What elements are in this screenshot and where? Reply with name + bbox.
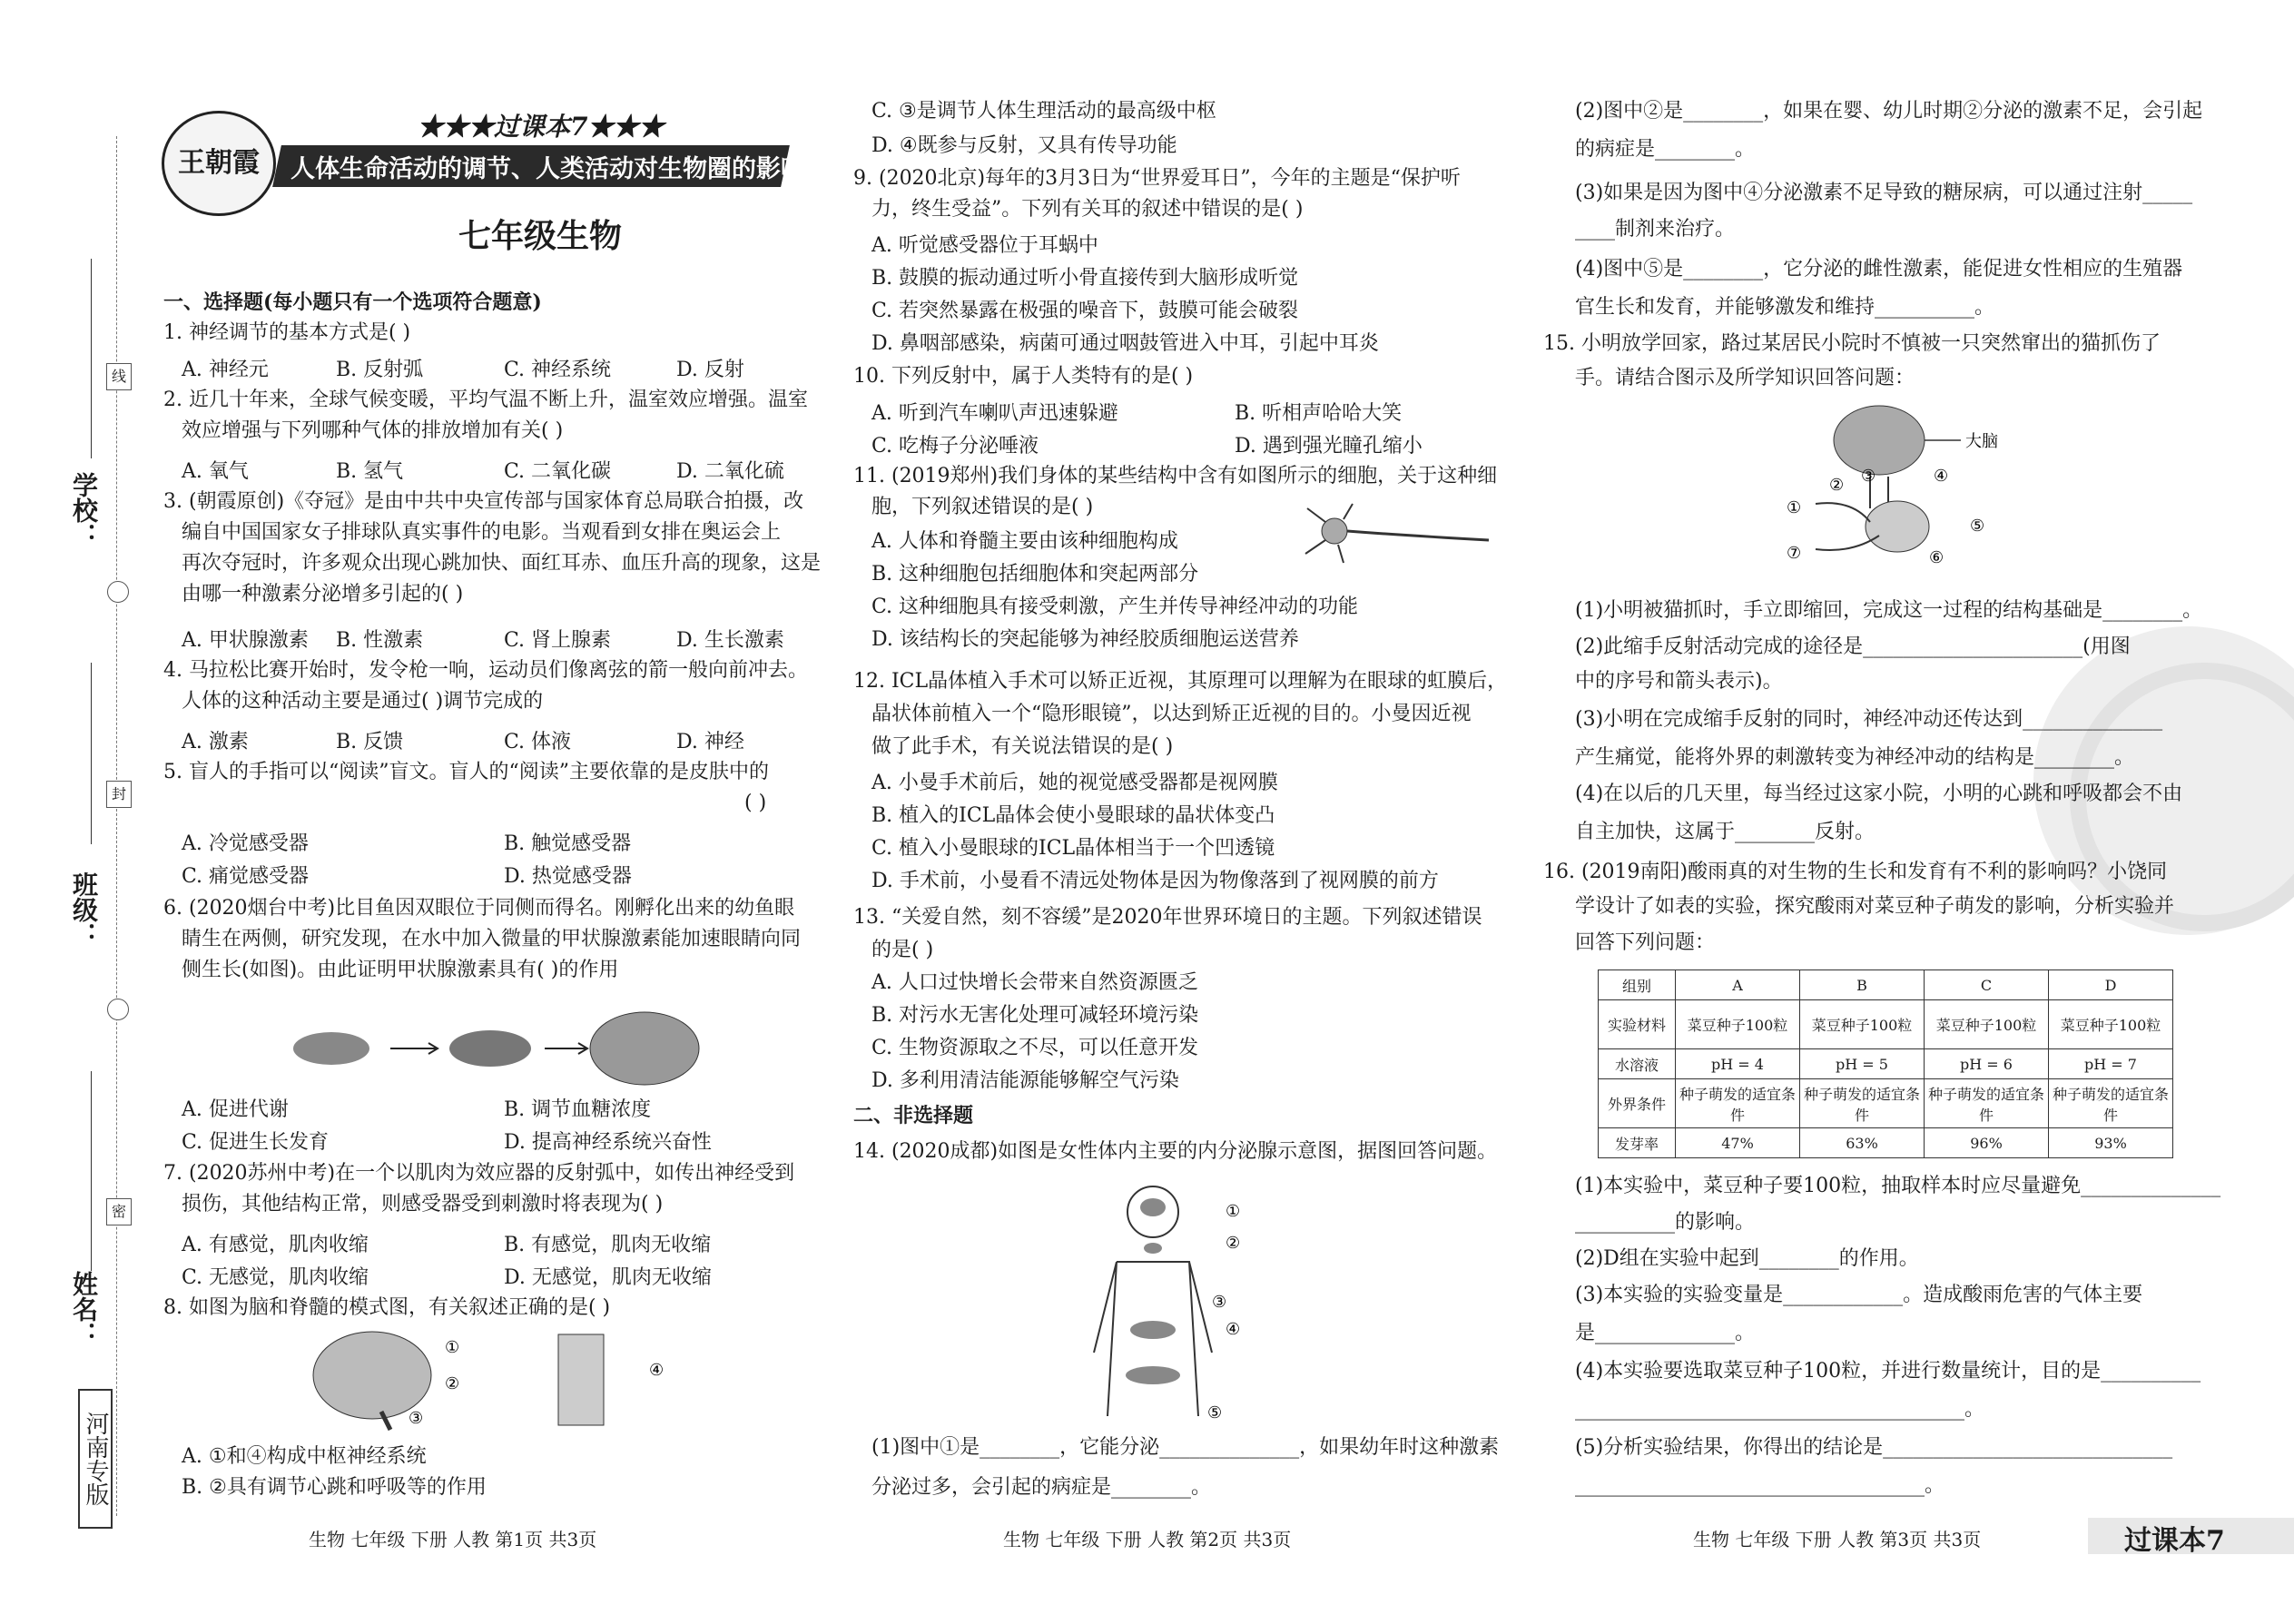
question-14: 14. (2020成都)如图是女性体内主要的内分泌腺示意图，据图回答问题。 <box>853 1140 1498 1163</box>
svg-text:③: ③ <box>409 1409 424 1428</box>
question-16-part-4-cont: _______________________________________。 <box>1575 1398 1985 1421</box>
option: A. 有感觉，肌肉收缩 <box>182 1234 369 1256</box>
option: B. 调节血糖浓度 <box>504 1098 652 1121</box>
question-14-part-3-cont: ____制剂来治疗。 <box>1575 218 1736 241</box>
spinal-cord-section <box>1866 501 1929 552</box>
pituitary-drawing <box>1140 1198 1166 1216</box>
svg-text:⑥: ⑥ <box>1929 548 1944 567</box>
table-cell: pH = 7 <box>2049 1049 2173 1079</box>
question-12: 12. ICL晶体植入手术可以矫正近视，其原理可以理解为在眼球的虹膜后， <box>853 670 1508 693</box>
school-label: 学校： <box>69 472 99 548</box>
table-cell: 实验材料 <box>1599 1000 1676 1049</box>
fold-line <box>116 136 117 1516</box>
arrow-icon <box>390 1043 438 1054</box>
option: C. 植入小曼眼球的ICL晶体相当于一个凹透镜 <box>871 837 1275 860</box>
option: C. 吃梅子分泌唾液 <box>871 435 1039 458</box>
question-6-cont: 侧生长(如图)。由此证明甲状腺激素具有( )的作用 <box>182 959 619 981</box>
binding-hole <box>107 999 129 1020</box>
question-10: 10. 下列反射中，属于人类特有的是( ) <box>853 365 1194 388</box>
reflex-arc-figure <box>1779 399 2033 581</box>
svg-text:①: ① <box>1787 498 1802 517</box>
question-9: 9. (2020北京)每年的3月3日为“世界爱耳日”，今年的主题是“保护听 <box>853 167 1461 190</box>
table-row <box>1599 1128 2173 1158</box>
question-2: 2. 近几十年来，全球气候变暖，平均气温不断上升，温室效应增强。温室 <box>163 389 808 411</box>
question-6: 6. (2020烟台中考)比目鱼因双眼位于同侧而得名。刚孵化出来的幼鱼眼 <box>163 897 795 920</box>
option: D. 生长激素 <box>676 629 784 652</box>
seal-secret-mark: 密 <box>106 1198 132 1225</box>
question-8: 8. 如图为脑和脊髓的模式图，有关叙述正确的是( ) <box>163 1296 611 1319</box>
adult-flatfish <box>590 1012 699 1085</box>
svg-text:③: ③ <box>1861 467 1876 486</box>
svg-text:⑤: ⑤ <box>1970 517 1985 536</box>
option: B. 鼓膜的振动通过听小骨直接传到大脑形成听觉 <box>871 267 1299 290</box>
option: A. 听到汽车喇叭声迅速躲避 <box>871 402 1118 425</box>
question-7-cont: 损伤，其他结构正常，则感受器受到刺激时将表现为( ) <box>182 1193 664 1216</box>
option: B. 性激素 <box>336 629 424 652</box>
svg-text:②: ② <box>445 1374 460 1393</box>
question-14-part-1-cont: 分泌过多，会引起的病症是________。 <box>871 1476 1212 1499</box>
table-cell: 47% <box>1676 1128 1800 1158</box>
svg-text:⑤: ⑤ <box>1207 1403 1223 1422</box>
option: C. 促进生长发育 <box>182 1131 330 1154</box>
table-cell: 水溶液 <box>1599 1049 1676 1079</box>
option: D. 遇到强光瞳孔缩小 <box>1235 435 1423 458</box>
svg-text:②: ② <box>1226 1234 1241 1253</box>
spinal-cord-drawing <box>558 1334 604 1425</box>
option: A. 人口过快增长会带来自然资源匮乏 <box>871 971 1198 994</box>
ovary-drawing <box>1126 1366 1180 1384</box>
table-cell: pH = 6 <box>1925 1049 2049 1079</box>
question-2-cont: 效应增强与下列哪种气体的排放增加有关( ) <box>182 419 564 442</box>
svg-text:④: ④ <box>1934 467 1949 486</box>
neuron-figure <box>1298 499 1498 572</box>
question-3: 3. (朝霞原创)《夺冠》是由中共中央宣传部与国家体育总局联合拍摄，改 <box>163 490 804 513</box>
question-8-option-c: C. ③是调节人体生理活动的最高级中枢 <box>871 100 1216 123</box>
table-cell: pH = 4 <box>1676 1049 1800 1079</box>
option: A. 人体和脊髓主要由该种细胞构成 <box>871 530 1178 553</box>
brand-logo: 王朝霞 <box>162 111 276 216</box>
table-header-cell: 组别 <box>1599 970 1676 1000</box>
svg-text:④: ④ <box>1226 1320 1241 1339</box>
option: D. 反射 <box>676 359 744 381</box>
question-15-part-1: (1)小明被猫抓时，手立即缩回，完成这一过程的结构基础是________。 <box>1575 599 2203 622</box>
school-underline <box>91 259 92 458</box>
option: C. 二氧化碳 <box>504 460 612 483</box>
section-heading: 一、选择题(每小题只有一个选项符合题意) <box>163 290 542 314</box>
question-3-cont: 编自中国国家女子排球队真实事件的电影。当观看到女排在奥运会上 <box>182 521 782 544</box>
option: D. 神经 <box>676 731 744 753</box>
table-cell: 菜豆种子100粒 <box>1800 1000 1925 1049</box>
table-cell: 63% <box>1800 1128 1925 1158</box>
table-cell: 菜豆种子100粒 <box>2049 1000 2173 1049</box>
axon-drawing <box>1347 531 1489 540</box>
thyroid-drawing <box>1144 1243 1162 1254</box>
brain-label: 大脑 <box>1965 432 1998 451</box>
table-cell: 种子萌发的适宜条件 <box>1800 1079 1925 1128</box>
question-11-cont: 胞，下列叙述错误的是( ) <box>871 496 1094 518</box>
question-4-cont: 人体的这种活动主要是通过( )调节完成的 <box>182 690 544 713</box>
option: A. 氧气 <box>182 460 249 483</box>
page-footer: 生物 七年级 下册 人教 第3页 共3页 <box>1693 1529 1982 1550</box>
option: B. 对污水无害化处理可减轻环境污染 <box>871 1004 1199 1027</box>
question-1: 1. 神经调节的基本方式是( ) <box>163 321 411 344</box>
series-label: ★★★过课本7★★★ <box>418 112 665 142</box>
question-8-option-d: D. ④既参与反射，又具有传导功能 <box>871 134 1177 157</box>
option: A. 小曼手术前后，她的视觉感受器都是视网膜 <box>871 772 1278 794</box>
question-15: 15. 小明放学回家，路过某居民小院时不慎被一只突然窜出的猫抓伤了 <box>1543 332 2161 355</box>
question-16-cont: 学设计了如表的实验，探究酸雨对菜豆种子萌发的影响，分析实验并 <box>1575 895 2175 918</box>
question-12-cont: 晶状体前植入一个“隐形眼镜”，以达到矫正近视的目的。小曼因近视 <box>871 703 1472 725</box>
larva-fish <box>293 1032 369 1065</box>
option: B. 氢气 <box>336 460 404 483</box>
option: C. 这种细胞具有接受刺激，产生并传导神经冲动的功能 <box>871 595 1359 618</box>
option: D. 多利用清洁能源能够解空气污染 <box>871 1069 1179 1092</box>
svg-text:①: ① <box>445 1338 460 1357</box>
svg-text:④: ④ <box>649 1361 665 1380</box>
name-underline <box>91 1071 92 1271</box>
table-cell: 发芽率 <box>1599 1128 1676 1158</box>
option: D. 该结构长的突起能够为神经胶质细胞运送营养 <box>871 628 1299 651</box>
table-cell: 种子萌发的适宜条件 <box>2049 1079 2173 1128</box>
table-cell: 93% <box>2049 1128 2173 1158</box>
question-3-cont: 再次夺冠时，许多观众出现心跳加快、面红耳赤、血压升高的现象，这是 <box>182 552 822 575</box>
question-3-cont: 由哪一种激素分泌增多引起的( ) <box>182 583 464 605</box>
option: B. 有感觉，肌肉无收缩 <box>504 1234 712 1256</box>
svg-text:⑦: ⑦ <box>1787 544 1802 563</box>
option: D. 热觉感受器 <box>504 865 632 888</box>
question-14-part-2: (2)图中②是________，如果在婴、幼儿时期②分泌的激素不足，会引起 <box>1575 100 2203 123</box>
table-header-cell: C <box>1925 970 2049 1000</box>
option: C. 生物资源取之不尽，可以任意开发 <box>871 1037 1199 1059</box>
experiment-table <box>1598 969 2173 1158</box>
arrow-icon <box>545 1043 587 1054</box>
question-16-part-2: (2)D组在实验中起到________的作用。 <box>1575 1247 1919 1270</box>
question-8-option-a: A. ①和④构成中枢神经系统 <box>182 1445 427 1468</box>
question-15-part-4-cont: 自主加快，这属于________反射。 <box>1575 821 1876 843</box>
table-cell: 菜豆种子100粒 <box>1925 1000 2049 1049</box>
table-cell: 外界条件 <box>1599 1079 1676 1128</box>
option: A. 冷觉感受器 <box>182 832 309 855</box>
juvenile-fish <box>449 1030 531 1067</box>
brand-label: 过课本7 <box>2124 1525 2225 1557</box>
page-footer: 生物 七年级 下册 人教 第2页 共3页 <box>1003 1529 1292 1550</box>
table-row <box>1599 1079 2173 1128</box>
option: B. 反射弧 <box>336 359 424 381</box>
class-label: 班级： <box>69 871 99 948</box>
question-15-part-4: (4)在以后的几天里，每当经过这家小院，小明的心跳和呼吸都会不由 <box>1575 782 2183 805</box>
table-cell: 菜豆种子100粒 <box>1676 1000 1800 1049</box>
option: C. 肾上腺素 <box>504 629 612 652</box>
option: A. 听觉感受器位于耳蜗中 <box>871 234 1098 257</box>
question-14-part-1: (1)图中①是________，它能分泌______________，如果幼年时这种激素 <box>871 1436 1500 1459</box>
question-9-cont: 力，终生受益”。下列有关耳的叙述中错误的是( ) <box>871 198 1304 221</box>
table-header-cell: D <box>2049 970 2173 1000</box>
table-row <box>1599 1049 2173 1079</box>
question-16-part-1: (1)本实验中，菜豆种子要100粒，抽取样本时应尽量避免______________ <box>1575 1175 2221 1197</box>
seal-seal-mark: 封 <box>106 781 132 808</box>
question-7: 7. (2020苏州中考)在一个以肌肉为效应器的反射弧中，如传出神经受到 <box>163 1162 795 1185</box>
question-16-part-5-cont: ___________________________________。 <box>1575 1474 1945 1497</box>
option: A. 激素 <box>182 731 249 753</box>
endocrine-figure <box>1089 1180 1271 1425</box>
subject-title: 七年级生物 <box>458 217 623 255</box>
question-13: 13. “关爱自然，刻不容缓”是2020年世界环境日的主题。下列叙述错误 <box>853 906 1482 929</box>
table-cell: 种子萌发的适宜条件 <box>1676 1079 1800 1128</box>
seal-line-mark: 线 <box>106 363 132 390</box>
question-15-part-2: (2)此缩手反射活动完成的途径是______________________(用图 <box>1575 635 2131 658</box>
table-cell: 种子萌发的适宜条件 <box>1925 1079 2049 1128</box>
svg-text:②: ② <box>1829 476 1845 495</box>
pancreas-drawing <box>1130 1321 1176 1339</box>
option: B. 听相声哈哈大笑 <box>1235 402 1403 425</box>
question-13-cont: 的是( ) <box>871 939 934 961</box>
table-cell: 96% <box>1925 1128 2049 1158</box>
option: C. 无感觉，肌肉收缩 <box>182 1266 369 1289</box>
question-4: 4. 马拉松比赛开始时，发令枪一响，运动员们像离弦的箭一般向前冲去。 <box>163 659 808 682</box>
option: D. 鼻咽部感染，病菌可通过咽鼓管进入中耳，引起中耳炎 <box>871 332 1379 355</box>
question-14-part-3: (3)如果是因为图中④分泌激素不足导致的糖尿病，可以通过注射_____ <box>1575 182 2193 204</box>
question-15-part-3: (3)小明在完成缩手反射的同时，神经冲动还传达到______________ <box>1575 708 2163 731</box>
question-16: 16. (2019南阳)酸雨真的对生物的生长和发育有不利的影响吗？小饶同 <box>1543 861 2168 883</box>
section-heading: 二、非选择题 <box>853 1104 974 1127</box>
question-16-cont: 回答下列问题： <box>1575 931 1716 954</box>
option: B. 反馈 <box>336 731 404 753</box>
table-row <box>1599 1000 2173 1049</box>
page-footer: 生物 七年级 下册 人教 第1页 共3页 <box>309 1529 597 1550</box>
page-title: 人体生命活动的调节、人类活动对生物圈的影响(一) <box>290 155 853 183</box>
option: D. 手术前，小曼看不清远处物体是因为物像落到了视网膜的前方 <box>871 870 1439 892</box>
option: D. 二氧化硫 <box>676 460 784 483</box>
binding-hole <box>107 581 129 603</box>
svg-text:①: ① <box>1226 1202 1241 1221</box>
option: B. 这种细胞包括细胞体和突起两部分 <box>871 563 1199 586</box>
question-8-option-b: B. ②具有调节心跳和呼吸等的作用 <box>182 1476 487 1499</box>
option: D. 提高神经系统兴奋性 <box>504 1131 712 1154</box>
option: C. 若突然暴露在极强的噪音下，鼓膜可能会破裂 <box>871 300 1299 322</box>
svg-text:③: ③ <box>1212 1293 1227 1312</box>
class-underline <box>91 663 92 844</box>
option: A. 神经元 <box>182 359 269 381</box>
question-14-part-4: (4)图中⑤是________，它分泌的雌性激素，能促进女性相应的生殖器 <box>1575 258 2183 281</box>
cell-body-drawing <box>1322 518 1347 544</box>
option: C. 体液 <box>504 731 572 753</box>
question-16-part-3-cont: 是______________。 <box>1575 1322 1756 1344</box>
option: C. 神经系统 <box>504 359 612 381</box>
question-15-part-3-cont: 产生痛觉，能将外界的刺激转变为神经冲动的结构是________。 <box>1575 746 2135 769</box>
option: A. 甲状腺激素 <box>182 629 309 652</box>
question-11: 11. (2019郑州)我们身体的某些结构中含有如图所示的细胞，关于这种细 <box>853 465 1498 487</box>
name-label: 姓名： <box>69 1271 99 1347</box>
question-15-cont: 手。请结合图示及所学知识回答问题： <box>1575 367 1915 389</box>
brain-drawing <box>1834 406 1925 475</box>
question-16-part-1-cont: __________的影响。 <box>1575 1211 1756 1234</box>
option: D. 无感觉，肌肉无收缩 <box>504 1266 712 1289</box>
table-header-row <box>1599 970 2173 1000</box>
question-16-part-4: (4)本实验要选取菜豆种子100粒，并进行数量统计，目的是__________ <box>1575 1360 2201 1383</box>
option: B. 植入的ICL晶体会使小曼眼球的晶状体变凸 <box>871 804 1275 827</box>
table-cell: pH = 5 <box>1800 1049 1925 1079</box>
table-header-cell: A <box>1676 970 1800 1000</box>
question-12-cont: 做了此手术，有关说法错误的是( ) <box>871 735 1174 758</box>
question-6-cont: 睛生在两侧，研究发现，在水中加入微量的甲状腺激素能加速眼睛向同 <box>182 928 802 950</box>
question-15-part-2-cont: 中的序号和箭头表示)。 <box>1575 670 1783 693</box>
flatfish-figure <box>290 999 708 1098</box>
table-header-cell: B <box>1800 970 1925 1000</box>
question-5: 5. 盲人的手指可以“阅读”盲文。盲人的“阅读”主要依靠的是皮肤中的 <box>163 761 769 783</box>
option: C. 痛觉感受器 <box>182 865 310 888</box>
brain-drawing <box>313 1332 431 1419</box>
question-16-part-3: (3)本实验的实验变量是____________。造成酸雨危害的气体主要 <box>1575 1284 2143 1306</box>
question-5-cont: ( ) <box>744 792 767 814</box>
question-14-part-2-cont: 的病症是________。 <box>1575 138 1756 161</box>
option: B. 触觉感受器 <box>504 832 632 855</box>
question-14-part-4-cont: 官生长和发育，并能够激发和维持__________。 <box>1575 296 1995 319</box>
question-16-part-5: (5)分析实验结果，你得出的结论是_____________________________ <box>1575 1436 2173 1459</box>
option: A. 促进代谢 <box>182 1098 289 1121</box>
region-badge: 河南专版 <box>78 1389 113 1529</box>
brain-spinal-figure <box>309 1325 690 1434</box>
